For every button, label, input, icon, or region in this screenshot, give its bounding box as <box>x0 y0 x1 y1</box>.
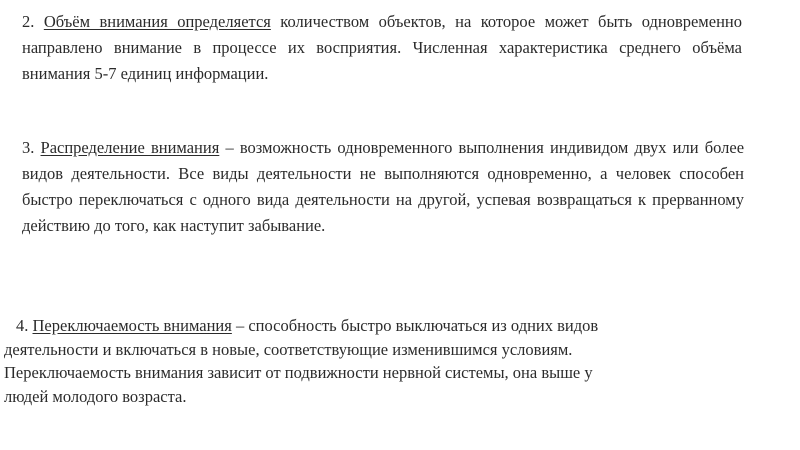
section-4-line-1-rest: – способность быстро выключаться из одних видов <box>235 316 599 335</box>
section-2-term: Объём внимания определяется <box>43 12 271 31</box>
section-4-term: Переключаемость внимания <box>32 316 232 335</box>
section-3-paragraph <box>22 135 744 239</box>
section-2-paragraph <box>22 9 742 87</box>
section-3-distribution-of-attention <box>22 135 744 239</box>
section-4-line-4: людей молодого возраста. <box>4 386 187 406</box>
section-4-line-2: деятельности и включаться в новые, соответствующие изменившимся условиям. <box>4 339 573 359</box>
section-4-line-3: Переключаемость внимания зависит от подвижности нервной системы, она выше у <box>4 363 593 382</box>
section-2-text: количеством объектов, на которое может быть одновременно направлено внимание в процессе их восприятия. Численная характеристика среднего объёма внимания 5-7 единиц информации. <box>22 12 742 83</box>
section-4-switchability-of-attention <box>4 314 794 408</box>
section-3-text: – возможность одновременного выполнения индивидом двух или более видов деятельности. Все виды деятельности не выполняются одновременно, а человек способен быстро переключаться с одного вида деятельности на другой, успевая возвращаться к прерванному действию до того, как наступит забывание. <box>22 138 745 235</box>
section-3-number: 3. <box>22 138 35 157</box>
section-4-line-1 <box>4 314 794 338</box>
section-2-volume-of-attention <box>22 9 742 87</box>
section-3-term: Распределение внимания <box>40 138 220 157</box>
section-4-number: 4. <box>16 316 29 335</box>
section-2-number: 2. <box>22 12 35 31</box>
